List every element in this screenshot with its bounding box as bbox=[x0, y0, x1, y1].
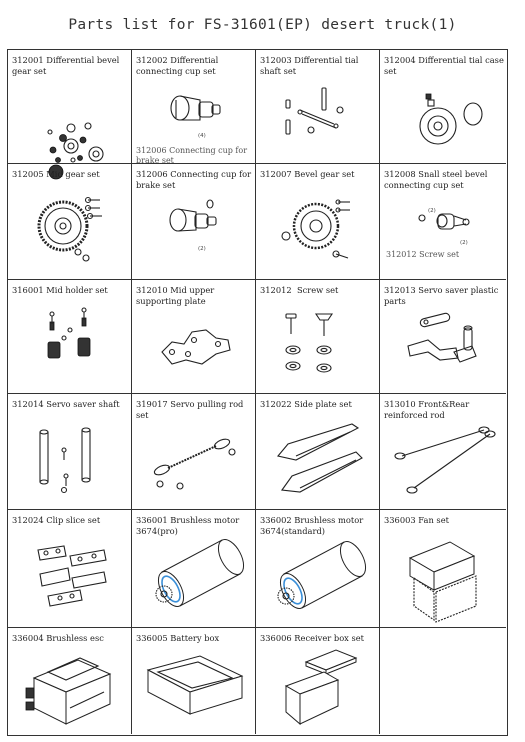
part-label: 313010 Front&Rear reinforced rod bbox=[384, 399, 472, 420]
part-cell-312002 bbox=[132, 50, 256, 164]
part-label: 312005 Mid gear set bbox=[12, 169, 100, 179]
part-cell-312010 bbox=[132, 280, 256, 394]
part-cell-336005 bbox=[132, 628, 256, 734]
brushless-motor-icon bbox=[256, 510, 380, 628]
reinforced-rod-icon bbox=[380, 394, 506, 510]
part-cell-313010 bbox=[380, 394, 506, 510]
side-plate-icon bbox=[256, 394, 380, 510]
quantity-label: (4) bbox=[198, 133, 206, 139]
battery-box-icon bbox=[132, 628, 256, 734]
mid-gear-icon bbox=[8, 164, 132, 280]
part-label: 316001 Mid holder set bbox=[12, 285, 108, 295]
quantity-label: (2) bbox=[460, 240, 468, 246]
part-cell-336006 bbox=[256, 628, 380, 734]
svg-text:(2): (2) bbox=[428, 208, 436, 214]
connecting-cup-icon bbox=[132, 164, 256, 280]
part-label: 319017 Servo pulling rod set bbox=[136, 399, 247, 420]
part-label: 312007 Bevel gear set bbox=[260, 169, 355, 179]
part-label: 312010 Mid upper supporting plate bbox=[136, 285, 217, 306]
part-cell-312022 bbox=[256, 394, 380, 510]
mid-holder-icon bbox=[8, 280, 132, 394]
parts-table bbox=[7, 49, 508, 736]
part-label: 312006 Connecting cup for brake set bbox=[136, 169, 254, 190]
part-label: 336002 Brushless motor 3674(standard) bbox=[260, 515, 366, 536]
bevel-gear-icon bbox=[256, 164, 380, 280]
part-cell-312007 bbox=[256, 164, 380, 280]
part-cell-312005 bbox=[8, 164, 132, 280]
part-cell-312024 bbox=[8, 510, 132, 628]
part-label: 312013 Servo saver plastic parts bbox=[384, 285, 502, 306]
part-label: 312002 Differential connecting cup set bbox=[136, 55, 221, 76]
servo-shaft-icon bbox=[8, 394, 132, 510]
part-label: 312004 Differential tial case set bbox=[384, 55, 507, 76]
part-label: 336003 Fan set bbox=[384, 515, 449, 525]
part-label: 312022 Side plate set bbox=[260, 399, 352, 409]
part-cell-319017 bbox=[132, 394, 256, 510]
empty-cell bbox=[380, 628, 506, 734]
part-cell-316001 bbox=[8, 280, 132, 394]
brushless-motor-icon bbox=[132, 510, 256, 628]
clip-slice-icon bbox=[8, 510, 132, 628]
part-cell-312013 bbox=[380, 280, 506, 394]
screw-set-icon bbox=[256, 280, 380, 394]
part-label: 336006 Receiver box set bbox=[260, 633, 365, 643]
part-cell-312008 bbox=[380, 164, 506, 280]
part-label: 312001 Differential bevel gear set bbox=[12, 55, 122, 76]
part-note: 312006 Connecting cup for brake set bbox=[136, 146, 248, 165]
differential-bevel-gear-set-icon bbox=[8, 50, 132, 164]
part-cell-312001 bbox=[8, 50, 132, 164]
part-label: 336001 Brushless motor 3674(pro) bbox=[136, 515, 242, 536]
pulling-rod-icon bbox=[132, 394, 256, 510]
part-cell-312006 bbox=[132, 164, 256, 280]
part-label: 312008 Snall steel bevel connecting cup set bbox=[384, 169, 491, 190]
esc-icon bbox=[8, 628, 132, 734]
part-label: 312012 Screw set bbox=[260, 285, 339, 295]
part-cell-336003 bbox=[380, 510, 506, 628]
part-label: 312024 Clip slice set bbox=[12, 515, 101, 525]
servo-saver-icon bbox=[380, 280, 506, 394]
part-cell-312003 bbox=[256, 50, 380, 164]
part-cell-336004 bbox=[8, 628, 132, 734]
part-cell-312004 bbox=[380, 50, 506, 164]
shaft-set-icon bbox=[256, 50, 380, 164]
part-label: 312003 Differential tial shaft set bbox=[260, 55, 362, 76]
part-label: 336004 Brushless esc bbox=[12, 633, 104, 643]
steel-cup-icon bbox=[380, 164, 506, 280]
supporting-plate-icon bbox=[132, 280, 256, 394]
fan-icon bbox=[380, 510, 506, 628]
quantity-label: (2) bbox=[198, 246, 206, 252]
part-cell-312014 bbox=[8, 394, 132, 510]
part-label: 336005 Battery box bbox=[136, 633, 220, 643]
part-cell-336002 bbox=[256, 510, 380, 628]
part-cell-336001 bbox=[132, 510, 256, 628]
page-title: Parts list for FS-31601(EP) desert truck(1) bbox=[68, 17, 457, 33]
part-label: 312014 Servo saver shaft bbox=[12, 399, 120, 409]
receiver-box-icon bbox=[256, 628, 380, 734]
part-cell-312012 bbox=[256, 280, 380, 394]
part-note: 312012 Screw set bbox=[386, 250, 460, 259]
differential-case-icon bbox=[380, 50, 506, 164]
